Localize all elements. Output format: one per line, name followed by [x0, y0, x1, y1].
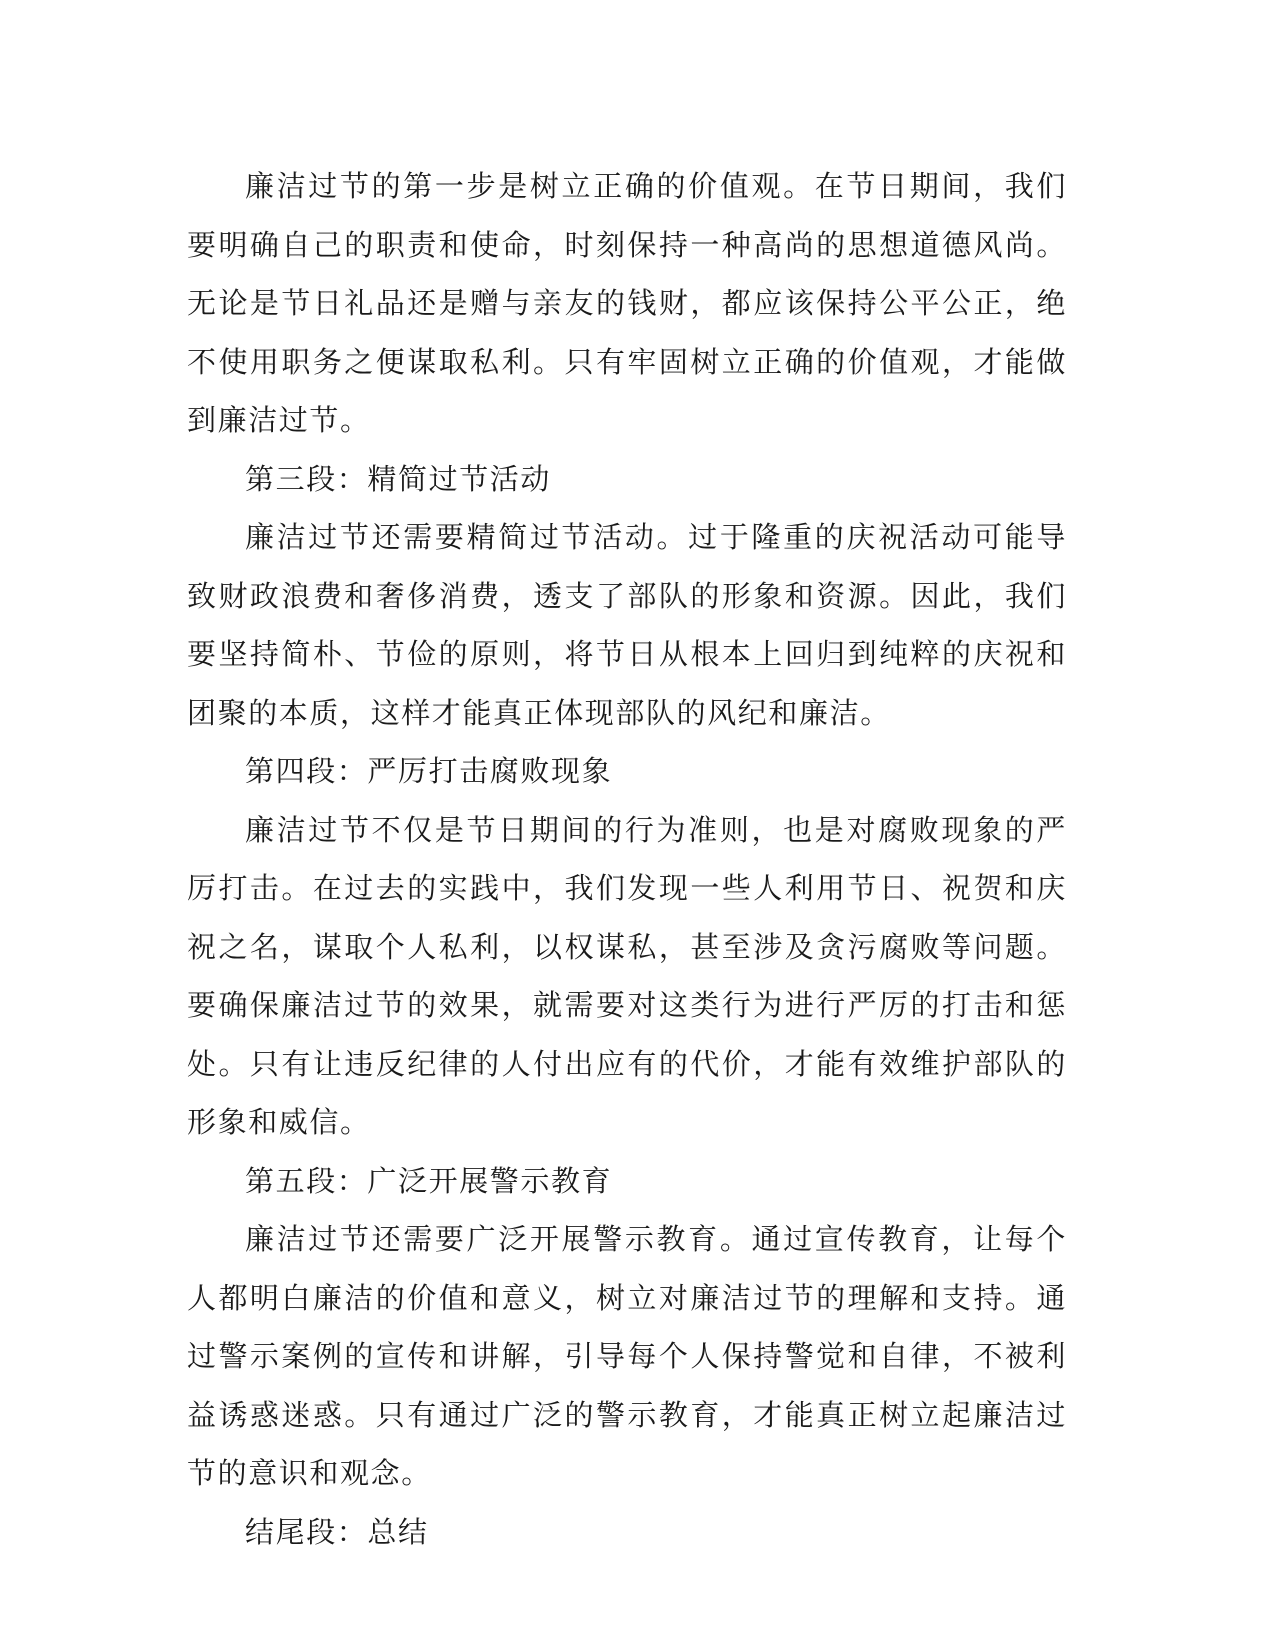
- paragraph-anti-corruption: 廉洁过节不仅是节日期间的行为准则，也是对腐败现象的严厉打击。在过去的实践中，我们发现一些人利用节日、祝贺和庆祝之名，谋取个人私利，以权谋私，甚至涉及贪污腐败等问题。要确保廉洁过节的效果，就需要对这类行为进行严厉的打击和惩处。只有让违反纪律的人付出应有的代价，才能有效维护部队的形象和威信。: [187, 812, 1067, 1139]
- section-heading-5: 第五段：广泛开展警示教育: [245, 1163, 613, 1198]
- paragraph-simplify-activities: 廉洁过节还需要精简过节活动。过于隆重的庆祝活动可能导致财政浪费和奢侈消费，透支了部队的形象和资源。因此，我们要坚持简朴、节俭的原则，将节日从根本上回归到纯粹的庆祝和团聚的本质，这样才能真正体现部队的风纪和廉洁。: [187, 520, 1067, 730]
- section-heading-3: 第三段：精简过节活动: [245, 461, 552, 496]
- section-heading-conclusion: 结尾段：总结: [245, 1514, 429, 1549]
- section-heading-4: 第四段：严厉打击腐败现象: [245, 754, 613, 788]
- paragraph-values: 廉洁过节的第一步是树立正确的价值观。在节日期间，我们要明确自己的职责和使命，时刻保持一种高尚的思想道德风尚。无论是节日礼品还是赠与亲友的钱财，都应该保持公平公正，绝不使用职务之便谋取私利。只有牢固树立正确的价值观，才能做到廉洁过节。: [187, 169, 1067, 437]
- document-body: [187, 157, 1067, 1561]
- paragraph-warning-education: 廉洁过节还需要广泛开展警示教育。通过宣传教育，让每个人都明白廉洁的价值和意义，树立对廉洁过节的理解和支持。通过警示案例的宣传和讲解，引导每个人保持警觉和自律，不被利益诱惑迷惑。只有通过广泛的警示教育，才能真正树立起廉洁过节的意识和观念。: [187, 1222, 1067, 1490]
